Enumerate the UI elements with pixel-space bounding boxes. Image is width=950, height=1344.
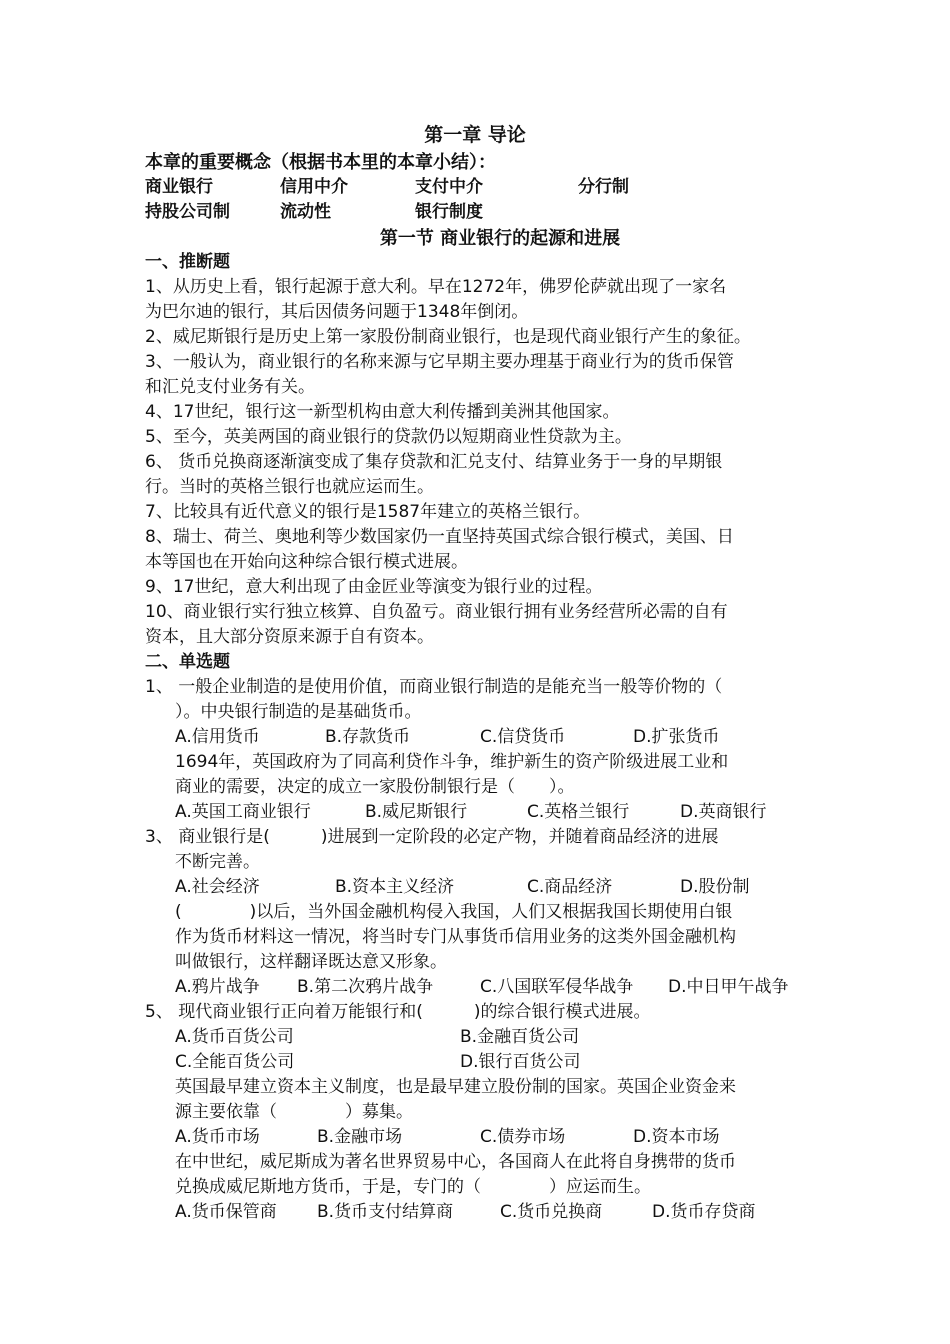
mc-question-line: 在中世纪，威尼斯成为著名世界贸易中心，各国商人在此将自身携带的货币 bbox=[175, 1152, 736, 1172]
mc-option: D.扩张货币 bbox=[633, 727, 720, 747]
mc-option: C.全能百货公司 bbox=[175, 1052, 295, 1072]
mc-option: A.货币市场 bbox=[175, 1127, 260, 1147]
mc-options-row bbox=[0, 1200, 950, 1225]
concept-term: 支付中介 bbox=[415, 177, 483, 197]
tf-line: 为巴尔迪的银行，其后因债务问题于1348年倒闭。 bbox=[145, 302, 529, 322]
mc-option: B.金融百货公司 bbox=[460, 1027, 580, 1047]
mc-option: C.货币兑换商 bbox=[500, 1202, 603, 1222]
mc-question-line: 兑换成威尼斯地方货币，于是，专门的（ ）应运而生。 bbox=[175, 1177, 651, 1197]
mc-option: D.银行百货公司 bbox=[460, 1052, 581, 1072]
mc-option: C.信贷货币 bbox=[480, 727, 566, 747]
mc-option: A.鸦片战争 bbox=[175, 977, 260, 997]
mc-options-row bbox=[0, 725, 950, 750]
mc-question-line: ( )以后，当外国金融机构侵入我国，人们又根据我国长期使用白银 bbox=[175, 902, 733, 922]
mc-question-line: 1、 一般企业制造的是使用价值，而商业银行制造的是能充当一般等价物的（ bbox=[145, 677, 723, 697]
mc-option: C.英格兰银行 bbox=[527, 802, 630, 822]
concept-term: 持股公司制 bbox=[145, 202, 230, 222]
mc-option: B.资本主义经济 bbox=[335, 877, 455, 897]
tf-line: 9、17世纪，意大利出现了由金匠业等演变为银行业的过程。 bbox=[145, 577, 603, 597]
mc-question-line: 作为货币材料这一情况，将当时专门从事货币信用业务的这类外国金融机构 bbox=[175, 927, 736, 947]
mc-question-line: 不断完善。 bbox=[175, 852, 260, 872]
mc-option: D.资本市场 bbox=[633, 1127, 720, 1147]
mc-option: A.英国工商业银行 bbox=[175, 802, 311, 822]
mc-option: D.英商银行 bbox=[680, 802, 767, 822]
concept-term: 流动性 bbox=[280, 202, 331, 222]
tf-line: 2、威尼斯银行是历史上第一家股份制商业银行，也是现代商业银行产生的象征。 bbox=[145, 327, 751, 347]
mc-option: A.货币百货公司 bbox=[175, 1027, 294, 1047]
tf-line: 资本，且大部分资原来源于自有资本。 bbox=[145, 627, 434, 647]
mc-option: B.存款货币 bbox=[325, 727, 411, 747]
mc-option: C.商品经济 bbox=[527, 877, 613, 897]
tf-line: 7、比较具有近代意义的银行是1587年建立的英格兰银行。 bbox=[145, 502, 591, 522]
mc-option: A.货币保管商 bbox=[175, 1202, 277, 1222]
mc-question-line: 1694年，英国政府为了同高利贷作斗争，维护新生的资产阶级进展工业和 bbox=[175, 752, 729, 772]
tf-line: 行。当时的英格兰银行也就应运而生。 bbox=[145, 477, 434, 497]
tf-line: 5、至今，英美两国的商业银行的贷款仍以短期商业性贷款为主。 bbox=[145, 427, 632, 447]
mc-question-line: 叫做银行，这样翻译既达意又形象。 bbox=[175, 952, 447, 972]
concept-term: 信用中介 bbox=[280, 177, 348, 197]
mc-question-line: 英国最早建立资本主义制度，也是最早建立股份制的国家。英国企业资金来 bbox=[175, 1077, 736, 1097]
mc-options-row bbox=[0, 975, 950, 1000]
mc-question-line: 商业的需要，决定的成立一家股份制银行是（ ）。 bbox=[175, 777, 575, 797]
concept-term: 商业银行 bbox=[145, 177, 213, 197]
mc-option: A.信用货币 bbox=[175, 727, 260, 747]
tf-line: 4、17世纪，银行这一新型机构由意大利传播到美洲其他国家。 bbox=[145, 402, 620, 422]
section-title: 第一节 商业银行的起源和进展 bbox=[379, 228, 621, 249]
mc-options-row bbox=[0, 875, 950, 900]
concept-term: 银行制度 bbox=[415, 202, 483, 222]
tf-line: 本等国也在开始向这种综合银行模式进展。 bbox=[145, 552, 468, 572]
tf-line: 1、从历史上看，银行起源于意大利。早在1272年，佛罗伦萨就出现了一家名 bbox=[145, 277, 727, 297]
part2-heading: 二、单选题 bbox=[145, 652, 230, 672]
part1-heading: 一、推断题 bbox=[145, 252, 230, 272]
mc-option: B.金融市场 bbox=[317, 1127, 403, 1147]
mc-option: C.债券市场 bbox=[480, 1127, 566, 1147]
mc-question-line: 3、 商业银行是( )进展到一定阶段的必定产物，并随着商品经济的进展 bbox=[145, 827, 719, 847]
mc-option: D.股份制 bbox=[680, 877, 750, 897]
mc-options-row bbox=[0, 800, 950, 825]
tf-line: 10、商业银行实行独立核算、自负盈亏。商业银行拥有业务经营所必需的自有 bbox=[145, 602, 728, 622]
concepts-row-2 bbox=[0, 200, 950, 225]
mc-options-row bbox=[0, 1025, 950, 1050]
mc-option: C.八国联军侵华战争 bbox=[480, 977, 634, 997]
tf-line: 3、一般认为，商业银行的名称来源与它早期主要办理基于商业行为的货币保管 bbox=[145, 352, 734, 372]
mc-option: B.威尼斯银行 bbox=[365, 802, 468, 822]
mc-question-line: ）。中央银行制造的是基础货币。 bbox=[175, 702, 422, 722]
concept-term: 分行制 bbox=[578, 177, 629, 197]
mc-option: B.第二次鸦片战争 bbox=[297, 977, 434, 997]
mc-option: D.中日甲午战争 bbox=[668, 977, 789, 997]
mc-option: D.货币存贷商 bbox=[652, 1202, 756, 1222]
mc-question-line: 5、 现代商业银行正向着万能银行和( )的综合银行模式进展。 bbox=[145, 1002, 651, 1022]
chapter-title: 第一章 导论 bbox=[424, 124, 526, 146]
tf-line: 8、瑞士、荷兰、奥地利等少数国家仍一直坚持英国式综合银行模式，美国、日 bbox=[145, 527, 734, 547]
mc-option: A.社会经济 bbox=[175, 877, 260, 897]
concepts-heading: 本章的重要概念（根据书本里的本章小结）： bbox=[145, 152, 496, 173]
mc-options-row bbox=[0, 1125, 950, 1150]
concepts-row-1 bbox=[0, 175, 950, 200]
mc-option: B.货币支付结算商 bbox=[317, 1202, 454, 1222]
tf-line: 和汇兑支付业务有关。 bbox=[145, 377, 315, 397]
mc-options-row bbox=[0, 1050, 950, 1075]
tf-line: 6、 货币兑换商逐渐演变成了集存贷款和汇兑支付、结算业务于一身的早期银 bbox=[145, 452, 723, 472]
mc-question-line: 源主要依靠（ ）募集。 bbox=[175, 1102, 413, 1122]
